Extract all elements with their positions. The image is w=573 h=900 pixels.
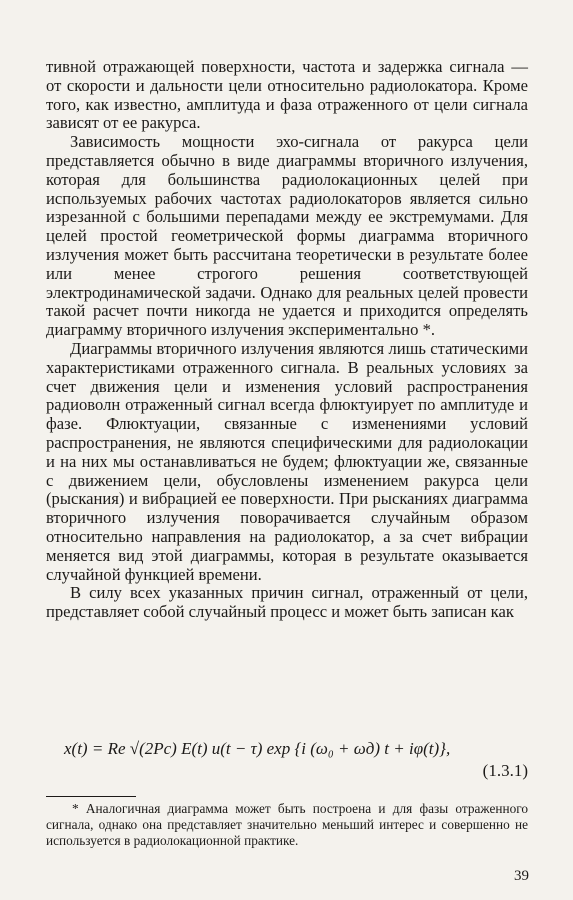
page-number: 39 — [514, 868, 529, 884]
footnote-text: * Аналогичная диаграмма может быть построена и для фазы отраженного сигнала, однако она представляет значительно меньший интерес и совершенно не используется в радиолокационной практике. — [46, 801, 528, 848]
paragraph: Зависимость мощности эхо-сигнала от ракурса цели представляется обычно в виде диаграммы вторичного излучения, которая для большинства радиолокационных целей при используемых рабочих частотах радиолокаторов является сильно изрезанной с большими перепадами между ее экстремумами. Для целей простой геометрической формы диаграмма вторичного излучения может быть рассчитана теоретически в результате более или менее строгого решения соответствующей электродинамической задачи. Однако для реальных целей провести такой расчет почти никогда не удается и приходится определять диаграмму вторичного излучения экспериментально *. — [46, 132, 528, 340]
equation-number: (1.3.1) — [482, 761, 528, 780]
paragraph: тивной отражающей поверхности, частота и задержка сигнала — от скорости и дальности цели относительно радиолокатора. Кроме того, как известно, амплитуда и фаза отраженного от цели сигнала зависят от ее ракурса. — [46, 57, 528, 133]
paragraph: В силу всех указанных причин сигнал, отраженный от цели, представляет собой случайный процесс и может быть записан как — [46, 583, 528, 622]
equation: x(t) = Re √(2Pc) E(t) u(t − τ) exp {i (ω₀ + ωд) t + iφ(t)}, — [64, 739, 451, 758]
body-text — [46, 58, 528, 622]
paragraph: Диаграммы вторичного излучения являются лишь статическими характеристиками отраженного сигнала. В реальных условиях за счет движения цели и изменения условий распространения радиоволн отраженный сигнал всегда флюктуирует по амплитуде и фазе. Флюктуации, связанные с изменениями условий распространения, не являются специфическими для радиолокации и на них мы останавливаться не будем; флюктуации же, связанные с движением цели, обусловлены изменением ракурса цели (рыскания) и вибрацией ее поверхности. При рысканиях диаграмма вторичного излучения поворачивается случайным образом относительно направления на радиолокатор, а за счет вибрации меняется вид этой диаграммы, которая в результате оказывается случайной функцией времени. — [46, 338, 528, 584]
footnote-divider — [46, 796, 136, 797]
equation-block — [46, 738, 528, 782]
footnote — [46, 801, 528, 848]
